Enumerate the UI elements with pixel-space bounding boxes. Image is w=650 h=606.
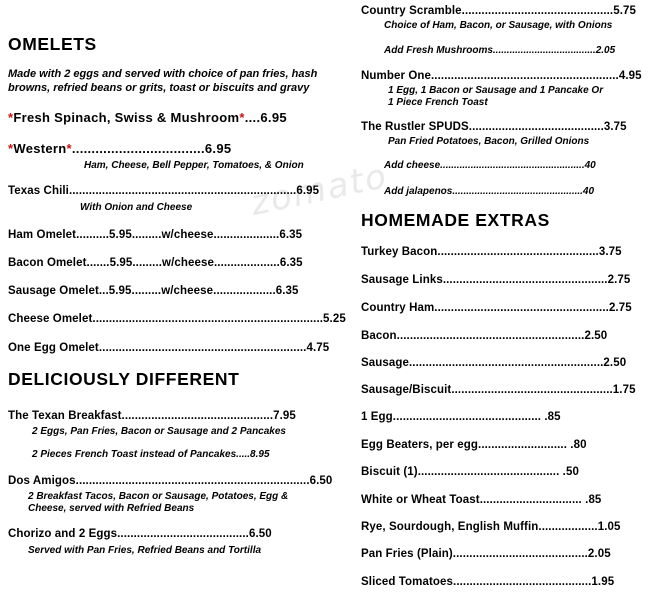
featured-price: ..................................6.95 bbox=[71, 141, 232, 156]
menu-item-add-cheese: Add cheese....................................................40 bbox=[384, 160, 596, 171]
menu-item-ham-omelet: Ham Omelet..........5.95.........w/cheese....................6.35 bbox=[8, 229, 303, 241]
extra-item: Sausage...........................................................2.50 bbox=[361, 357, 627, 369]
menu-item-bacon-omelet: Bacon Omelet.......5.95.........w/cheese....................6.35 bbox=[8, 257, 303, 269]
omelets-description-line2: browns, refried beans or grits, toast or biscuits and gravy bbox=[8, 82, 310, 94]
omelets-heading: OMELETS bbox=[8, 34, 97, 54]
menu-item-add-jalapenos: Add jalapenos...............................................40 bbox=[384, 186, 595, 197]
extra-item: Sausage/Biscuit.................................................1.75 bbox=[361, 384, 636, 396]
menu-item-add-mushrooms: Add Fresh Mushrooms.....................................2.05 bbox=[384, 45, 616, 56]
extra-item: White or Wheat Toast............................... .85 bbox=[361, 494, 602, 506]
featured-name: Fresh Spinach, Swiss & Mushroom bbox=[13, 110, 240, 125]
extra-item: Sliced Tomatoes..........................................1.95 bbox=[361, 576, 615, 588]
rustler-sub: Pan Fried Potatoes, Bacon, Grilled Onions bbox=[388, 136, 590, 147]
menu-item-chorizo: Chorizo and 2 Eggs........................................6.50 bbox=[8, 528, 272, 540]
watermark: zomato bbox=[247, 156, 392, 224]
featured-western bbox=[8, 141, 231, 156]
extra-item: Sausage Links..................................................2.75 bbox=[361, 274, 631, 286]
menu-item-dos-amigos: Dos Amigos.......................................................................6.50 bbox=[8, 475, 333, 487]
menu-item-rustler-spuds: The Rustler SPUDS.........................................3.75 bbox=[361, 121, 627, 133]
extra-item: Bacon.........................................................2.50 bbox=[361, 330, 608, 342]
menu-item-number-one: Number One.........................................................4.95 bbox=[361, 70, 642, 82]
extra-item: Turkey Bacon.................................................3.75 bbox=[361, 246, 622, 258]
star-marker: * bbox=[8, 141, 14, 156]
extra-item: Rye, Sourdough, English Muffin..................1.05 bbox=[361, 521, 621, 533]
country-scramble-sub: Choice of Ham, Bacon, or Sausage, with Onions bbox=[384, 20, 613, 31]
menu-item-one-egg-omelet: One Egg Omelet...............................................................4.75 bbox=[8, 342, 330, 354]
texan-sub1: 2 Eggs, Pan Fries, Bacon or Sausage and 2 Pancakes bbox=[32, 426, 286, 437]
number-one-sub1: 1 Egg, 1 Bacon or Sausage and 1 Pancake Or bbox=[388, 85, 604, 96]
western-sub: Ham, Cheese, Bell Pepper, Tomatoes, & Onion bbox=[84, 160, 304, 171]
dos-amigos-sub2: Cheese, served with Refried Beans bbox=[28, 503, 195, 514]
dos-amigos-sub1: 2 Breakfast Tacos, Bacon or Sausage, Potatoes, Egg & bbox=[28, 491, 289, 502]
chorizo-sub1: Served with Pan Fries, Refried Beans and Tortilla bbox=[28, 545, 262, 556]
extra-item: Pan Fries (Plain).........................................2.05 bbox=[361, 548, 611, 560]
menu-item-country-scramble: Country Scramble..............................................5.75 bbox=[361, 5, 637, 17]
menu-item-sausage-omelet: Sausage Omelet...5.95.........w/cheese...................6.35 bbox=[8, 285, 299, 297]
featured-spinach bbox=[8, 110, 287, 125]
texas-chili-sub: With Onion and Cheese bbox=[80, 202, 193, 213]
extra-item: 1 Egg............................................. .85 bbox=[361, 411, 561, 423]
extras-heading: HOMEMADE EXTRAS bbox=[361, 210, 550, 230]
extra-item: Egg Beaters, per egg........................... .80 bbox=[361, 439, 587, 451]
featured-name: Western bbox=[13, 141, 67, 156]
star-marker: * bbox=[239, 110, 245, 125]
number-one-sub2: 1 Piece French Toast bbox=[388, 97, 488, 108]
different-heading: DELICIOUSLY DIFFERENT bbox=[8, 369, 240, 389]
menu-item-cheese-omelet: Cheese Omelet......................................................................5.25 bbox=[8, 313, 346, 325]
menu-item-texas-chili: Texas Chili.....................................................................6.95 bbox=[8, 185, 320, 197]
omelets-description-line1: Made with 2 eggs and served with choice of pan fries, hash bbox=[8, 68, 318, 80]
star-marker: * bbox=[8, 110, 14, 125]
menu-item-texan-breakfast: The Texan Breakfast..............................................7.95 bbox=[8, 410, 296, 422]
texan-sub2: 2 Pieces French Toast instead of Pancakes.....8.95 bbox=[32, 449, 270, 460]
extra-item: Biscuit (1)........................................... .50 bbox=[361, 466, 579, 478]
star-marker: * bbox=[66, 141, 72, 156]
featured-price: ....6.95 bbox=[244, 110, 287, 125]
extra-item: Country Ham.....................................................2.75 bbox=[361, 302, 632, 314]
